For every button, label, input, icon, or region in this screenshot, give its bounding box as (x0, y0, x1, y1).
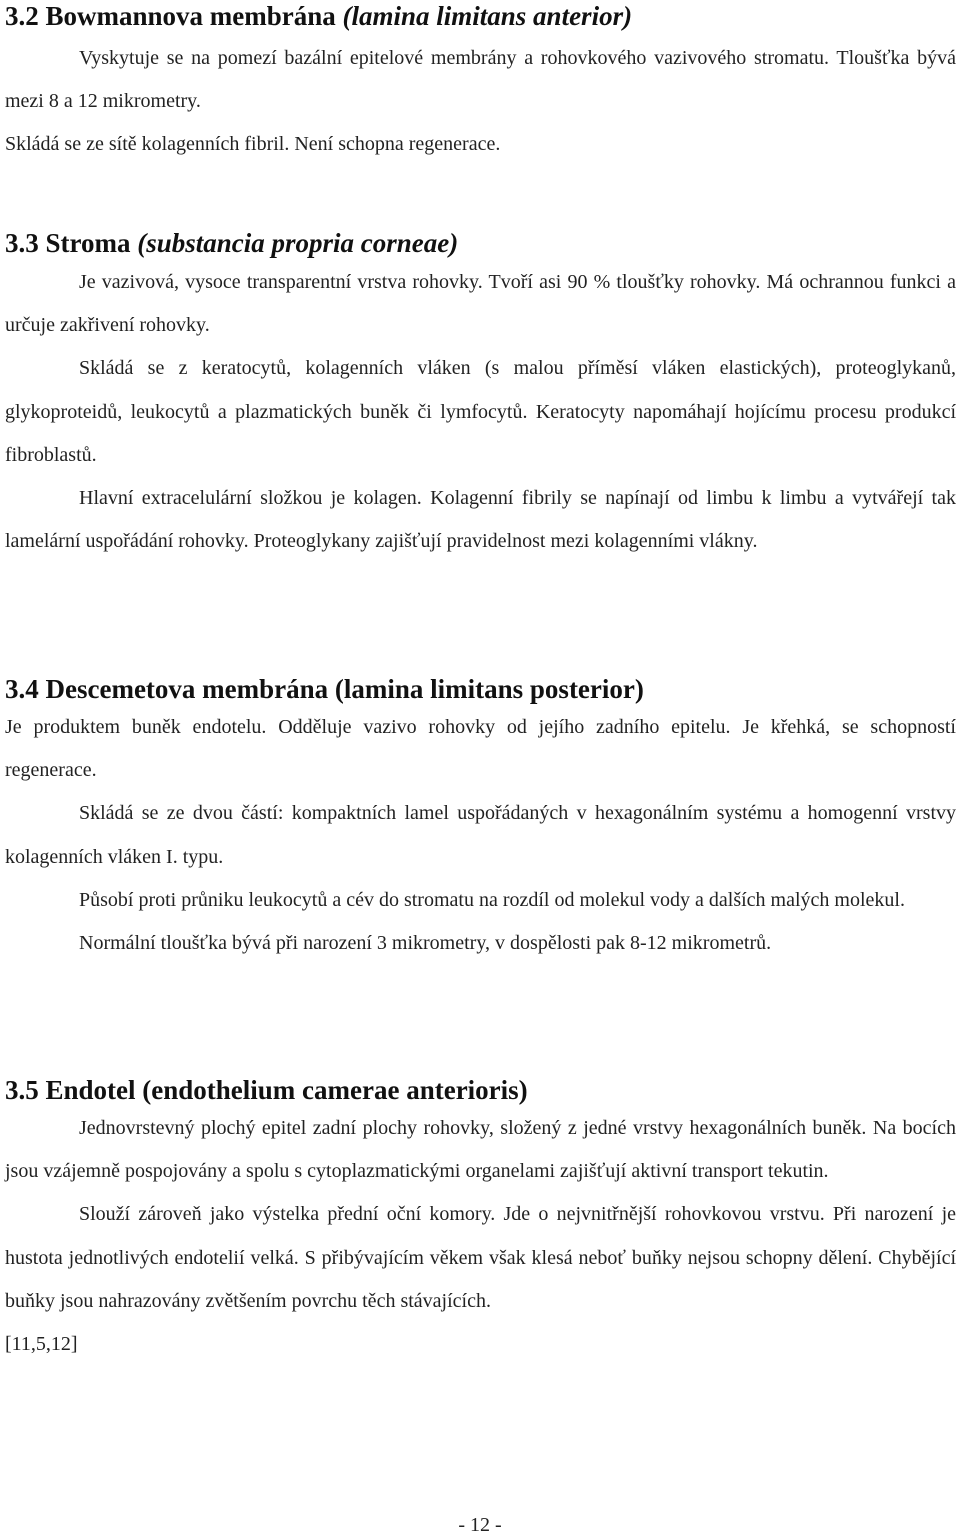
section-heading (5, 227, 956, 259)
references: [11,5,12] (5, 1333, 78, 1356)
section-heading (5, 673, 956, 705)
section-title: Bowmannova membrána (45, 1, 336, 31)
section-title: Descemetova membrána (lamina limitans posterior) (45, 674, 644, 704)
section-3-5 (5, 1074, 956, 1366)
section-3-4 (5, 673, 956, 965)
paragraph: Normální tloušťka bývá při narození 3 mikrometry, v dospělosti pak 8-12 mikrometrů. (79, 932, 772, 955)
section-3-2 (5, 0, 956, 167)
paragraph: Je vazivová, vysoce transparentní vrstva rohovky. Tvoří asi 90 % tloušťky rohovky. Má ochrannou funkci a určuje zakřivení rohovky. (5, 271, 956, 337)
section-number: 3.5 (5, 1075, 39, 1105)
section-number: 3.2 (5, 1, 39, 31)
section-title: Endotel (endothelium camerae anterioris) (45, 1075, 528, 1105)
paragraph: Hlavní extracelulární složkou je kolagen. Kolagenní fibrily se napínají od limbu k limbu a vytvářejí tak lamelární uspořádání rohovky. Proteoglykany zajišťují pravidelnost mezi kolagenními vlákny. (5, 487, 956, 553)
section-heading (5, 1074, 956, 1106)
paragraph: Je produktem buněk endotelu. Odděluje vazivo rohovky od jejího zadního epitelu. Je křehká, se schopností regenerace. (5, 716, 956, 782)
section-number: 3.3 (5, 228, 39, 258)
section-title: Stroma (45, 228, 131, 258)
section-number: 3.4 (5, 674, 39, 704)
section-3-3 (5, 227, 956, 563)
paragraph: Vyskytuje se na pomezí bazální epitelové membrány a rohovkového vazivového stromatu. Tloušťka bývá mezi 8 a 12 mikrometry. (5, 47, 956, 113)
section-subtitle: (lamina limitans anterior) (342, 1, 633, 31)
section-subtitle: (substancia propria corneae) (137, 228, 459, 258)
paragraph: Skládá se z keratocytů, kolagenních vláken (s malou příměsí vláken elastických), proteoglykanů, glykoproteidů, leukocytů a plazmatických buněk či lymfocytů. Keratocyty napomáhají hojícímu procesu produkcí fibroblastů. (5, 357, 956, 466)
paragraph: Působí proti průniku leukocytů a cév do stromatu na rozdíl od molekul vody a dalších malých molekul. (79, 888, 905, 911)
paragraph: Skládá se ze dvou částí: kompaktních lamel uspořádaných v hexagonálním systému a homogenní vrstvy kolagenních vláken I. typu. (5, 802, 956, 868)
paragraph: Jednovrstevný plochý epitel zadní plochy rohovky, složený z jedné vrstvy hexagonálních buněk. Na bocích jsou vzájemně pospojovány a spolu s cytoplazmatickými organelami zajišťují aktivní transport tekutin. (5, 1117, 956, 1183)
section-heading (5, 0, 956, 32)
page-number: - 12 - (458, 1514, 502, 1536)
paragraph: Skládá se ze sítě kolagenních fibril. Není schopna regenerace. (5, 133, 501, 156)
paragraph: Slouží zároveň jako výstelka přední oční komory. Jde o nejvnitřnější rohovkovou vrstvu. Při narození je hustota jednotlivých endotelií velká. S přibývajícím věkem však klesá neboť buňky nejsou schopny dělení. Chybějící buňky jsou nahrazovány zvětšením povrchu těch stávajících. (5, 1203, 956, 1312)
